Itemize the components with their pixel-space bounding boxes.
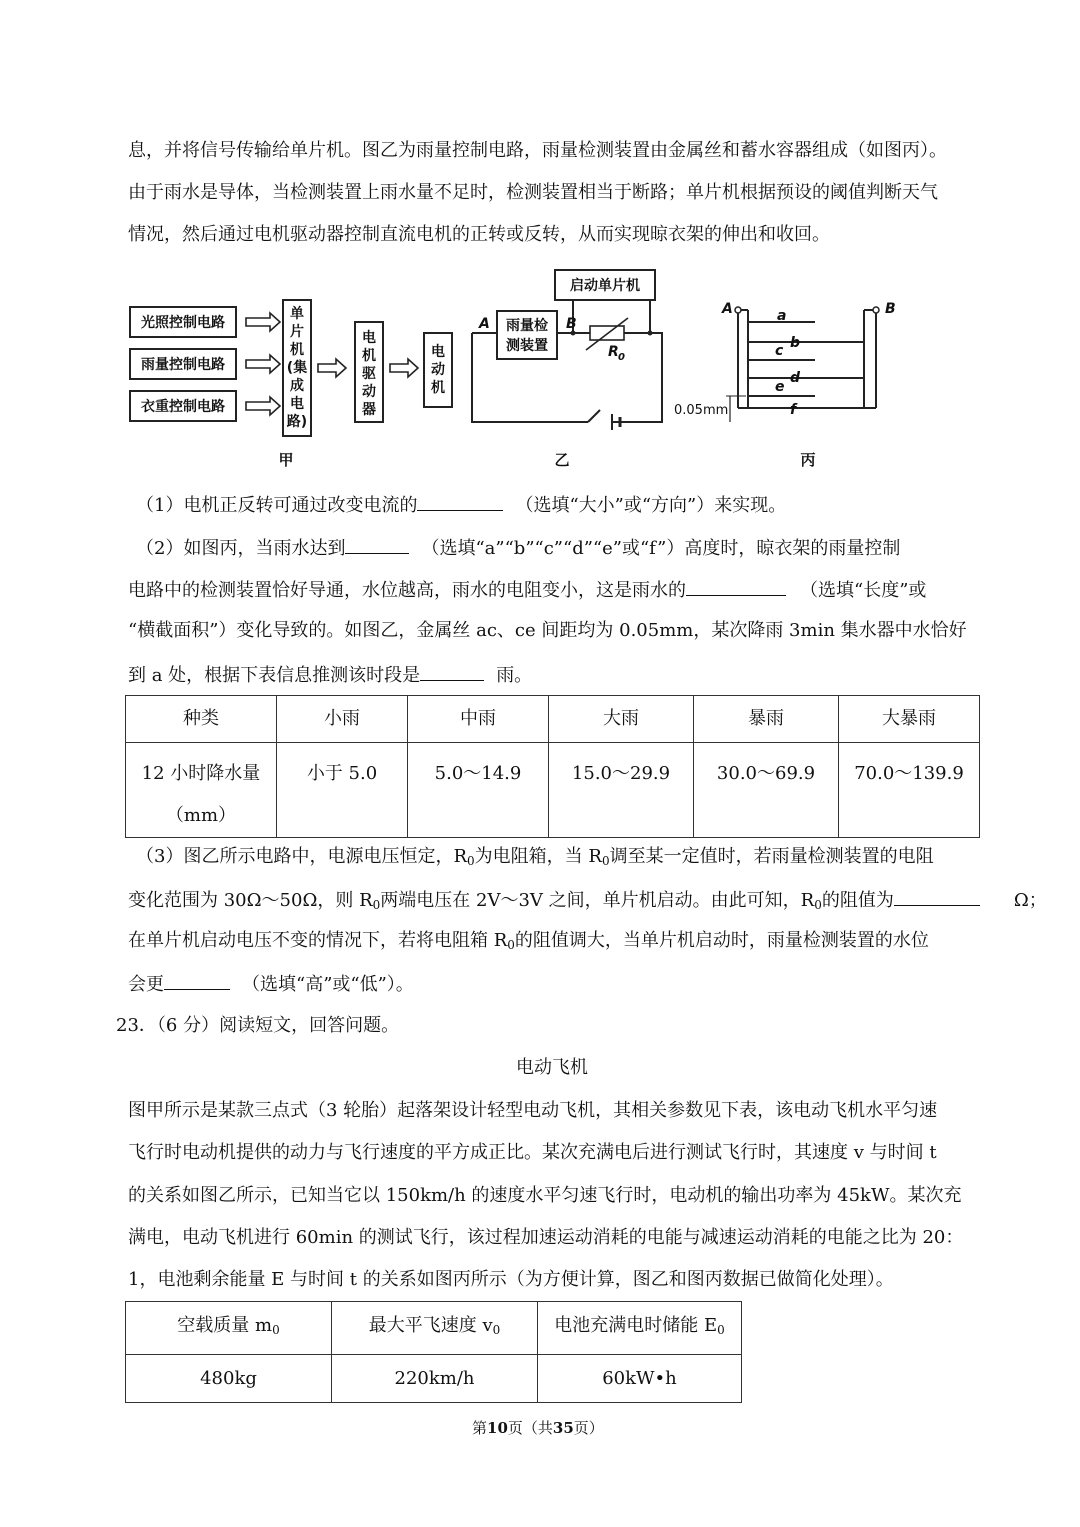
- bing-B: B: [885, 301, 896, 317]
- q2-line-3: “横截面积”）变化导致的。如图乙，金属丝 ac、ce 间距均为 0.05mm，某次降雨 3min 集水器中水恰好: [128, 620, 967, 641]
- plane-header: 电池充满电时储能 $E_0$: [538, 1302, 742, 1355]
- rain-header: 中雨: [408, 696, 549, 743]
- rain-cell: 70.0～139.9: [839, 743, 980, 838]
- rain-row-label: 12 小时降水量 （mm）: [126, 743, 277, 838]
- bing-c: c: [775, 343, 784, 359]
- svg-text:成: 成: [290, 378, 304, 394]
- jia-box2-label: 雨量控制电路: [141, 357, 225, 373]
- bing-gap: 0.05mm: [674, 403, 729, 418]
- svg-text:路): 路): [286, 414, 308, 430]
- rain-cell: 5.0～14.9: [408, 743, 549, 838]
- bing-e: e: [775, 379, 785, 395]
- q3-blank-1[interactable]: [894, 887, 980, 906]
- svg-text:动: 动: [362, 384, 376, 400]
- q2-line-4: 到 a 处，根据下表信息推测该时段是 雨。: [128, 662, 532, 688]
- intro-line-1: 息，并将信号传输给单片机。图乙为雨量控制电路，雨量检测装置由金属丝和蓄水容器组成（如图丙）。: [128, 140, 947, 161]
- q3-line-4: 会更 （选填“高”或“低”）。: [128, 971, 414, 997]
- rain-cell: 30.0～69.9: [694, 743, 839, 838]
- svg-text:电: 电: [431, 344, 445, 360]
- q2-line-2: 电路中的检测装置恰好导通，水位越高，雨水的电阻变小，这是雨水的 （选填“长度”或: [128, 577, 926, 603]
- caption-bing: 丙: [800, 451, 816, 469]
- bing-d: d: [790, 370, 801, 386]
- svg-text:机: 机: [290, 342, 304, 358]
- rain-header: 暴雨: [694, 696, 839, 743]
- yi-R: R: [608, 344, 619, 360]
- passage-title: 电动飞机: [516, 1057, 588, 1078]
- svg-text:电: 电: [362, 330, 376, 346]
- bing-f: f: [790, 402, 797, 418]
- q3-line-1: （3）图乙所示电路中，电源电压恒定，$R_0$为电阻箱，当 $R_0$调至某一定值时，若雨量检测装置的电阻: [136, 846, 934, 868]
- yi-R-sub: 0: [618, 352, 625, 363]
- q1-blank[interactable]: [417, 492, 503, 511]
- rain-header: 种类: [126, 696, 277, 743]
- rain-cell: 15.0～29.9: [549, 743, 694, 838]
- svg-text:片: 片: [290, 324, 304, 340]
- rain-header: 小雨: [277, 696, 408, 743]
- jia-box1-label: 光照控制电路: [141, 315, 225, 331]
- yi-start-label: 启动单片机: [570, 278, 640, 294]
- q23-heading: 23．（6 分）阅读短文，回答问题。: [116, 1015, 400, 1036]
- q2-blank-2[interactable]: [686, 577, 786, 596]
- circuit-figures: [120, 262, 920, 472]
- jia-box3-label: 衣重控制电路: [141, 399, 225, 415]
- yi-B: B: [566, 316, 577, 332]
- q3-line-2: 变化范围为 30Ω～50Ω，则 $R_0$两端电压在 2V～3V 之间，单片机启动。由此可知，$R_0$的阻值为 Ω；: [128, 887, 1047, 917]
- intro-line-2: 由于雨水是导体，当检测装置上雨水量不足时，检测装置相当于断路；单片机根据预设的阈值判断天气: [128, 182, 938, 203]
- svg-text:电: 电: [290, 396, 304, 412]
- q2-line-1: （2）如图丙，当雨水达到 （选填“a”“b”“c”“d”“e”或“f”）高度时，晾衣架的雨量控制: [136, 535, 900, 561]
- svg-text:(集: (集: [286, 360, 308, 376]
- svg-text:测装置: 测装置: [506, 338, 548, 354]
- q1-line: （1）电机正反转可通过改变电流的 （选填“大小”或“方向”）来实现。: [136, 492, 786, 518]
- plane-table: [125, 1301, 742, 1403]
- caption-jia: 甲: [278, 451, 294, 469]
- svg-text:机: 机: [431, 380, 445, 396]
- svg-text:单: 单: [290, 306, 304, 322]
- rain-header: 大雨: [549, 696, 694, 743]
- q3-line-3: 在单片机启动电压不变的情况下，若将电阻箱 $R_0$的阻值调大，当单片机启动时，雨量检测装置的水位: [128, 930, 929, 952]
- passage-line-2: 飞行时电动机提供的动力与飞行速度的平方成正比。某次充满电后进行测试飞行时，其速度 v 与时间 t: [128, 1142, 937, 1163]
- passage-line-3: 的关系如图乙所示，已知当它以 150km/h 的速度水平匀速飞行时，电动机的输出功率为 45kW。某次充: [128, 1185, 962, 1206]
- plane-cell: 60kW•h: [538, 1355, 742, 1403]
- passage-line-1: 图甲所示是某款三点式（3 轮胎）起落架设计轻型电动飞机，其相关参数见下表，该电动飞机水平匀速: [128, 1100, 938, 1121]
- q3-blank-2[interactable]: [164, 971, 230, 990]
- svg-text:驱: 驱: [362, 366, 376, 382]
- svg-text:动: 动: [431, 362, 445, 378]
- plane-cell: 220km/h: [332, 1355, 538, 1403]
- plane-header: 空载质量 $m_0$: [126, 1302, 332, 1355]
- caption-yi: 乙: [554, 451, 570, 469]
- page-footer: 第10页（共35页）: [472, 1419, 604, 1437]
- svg-text:器: 器: [362, 402, 376, 418]
- passage-line-4: 满电，电动飞机进行 60min 的测试飞行，该过程加速运动消耗的电能与减速运动消耗的电能之比为 20：: [128, 1227, 964, 1248]
- plane-cell: 480kg: [126, 1355, 332, 1403]
- passage-line-5: 1，电池剩余能量 E 与时间 t 的关系如图丙所示（为方便计算，图乙和图丙数据已做简化处理）。: [128, 1269, 894, 1290]
- bing-a: a: [777, 308, 787, 324]
- rain-cell: 小于 5.0: [277, 743, 408, 838]
- yi-A: A: [479, 316, 490, 332]
- intro-line-3: 情况，然后通过电机驱动器控制直流电机的正转或反转，从而实现晾衣架的伸出和收回。: [128, 224, 830, 245]
- bing-b: b: [790, 335, 801, 351]
- q2-blank-1[interactable]: [345, 535, 409, 554]
- svg-text:雨量检: 雨量检: [506, 318, 548, 334]
- bing-A: A: [722, 301, 733, 317]
- plane-header: 最大平飞速度 $v_0$: [332, 1302, 538, 1355]
- rain-header: 大暴雨: [839, 696, 980, 743]
- q2-blank-3[interactable]: [420, 662, 484, 681]
- svg-text:机: 机: [362, 348, 376, 364]
- rain-table: [125, 695, 980, 838]
